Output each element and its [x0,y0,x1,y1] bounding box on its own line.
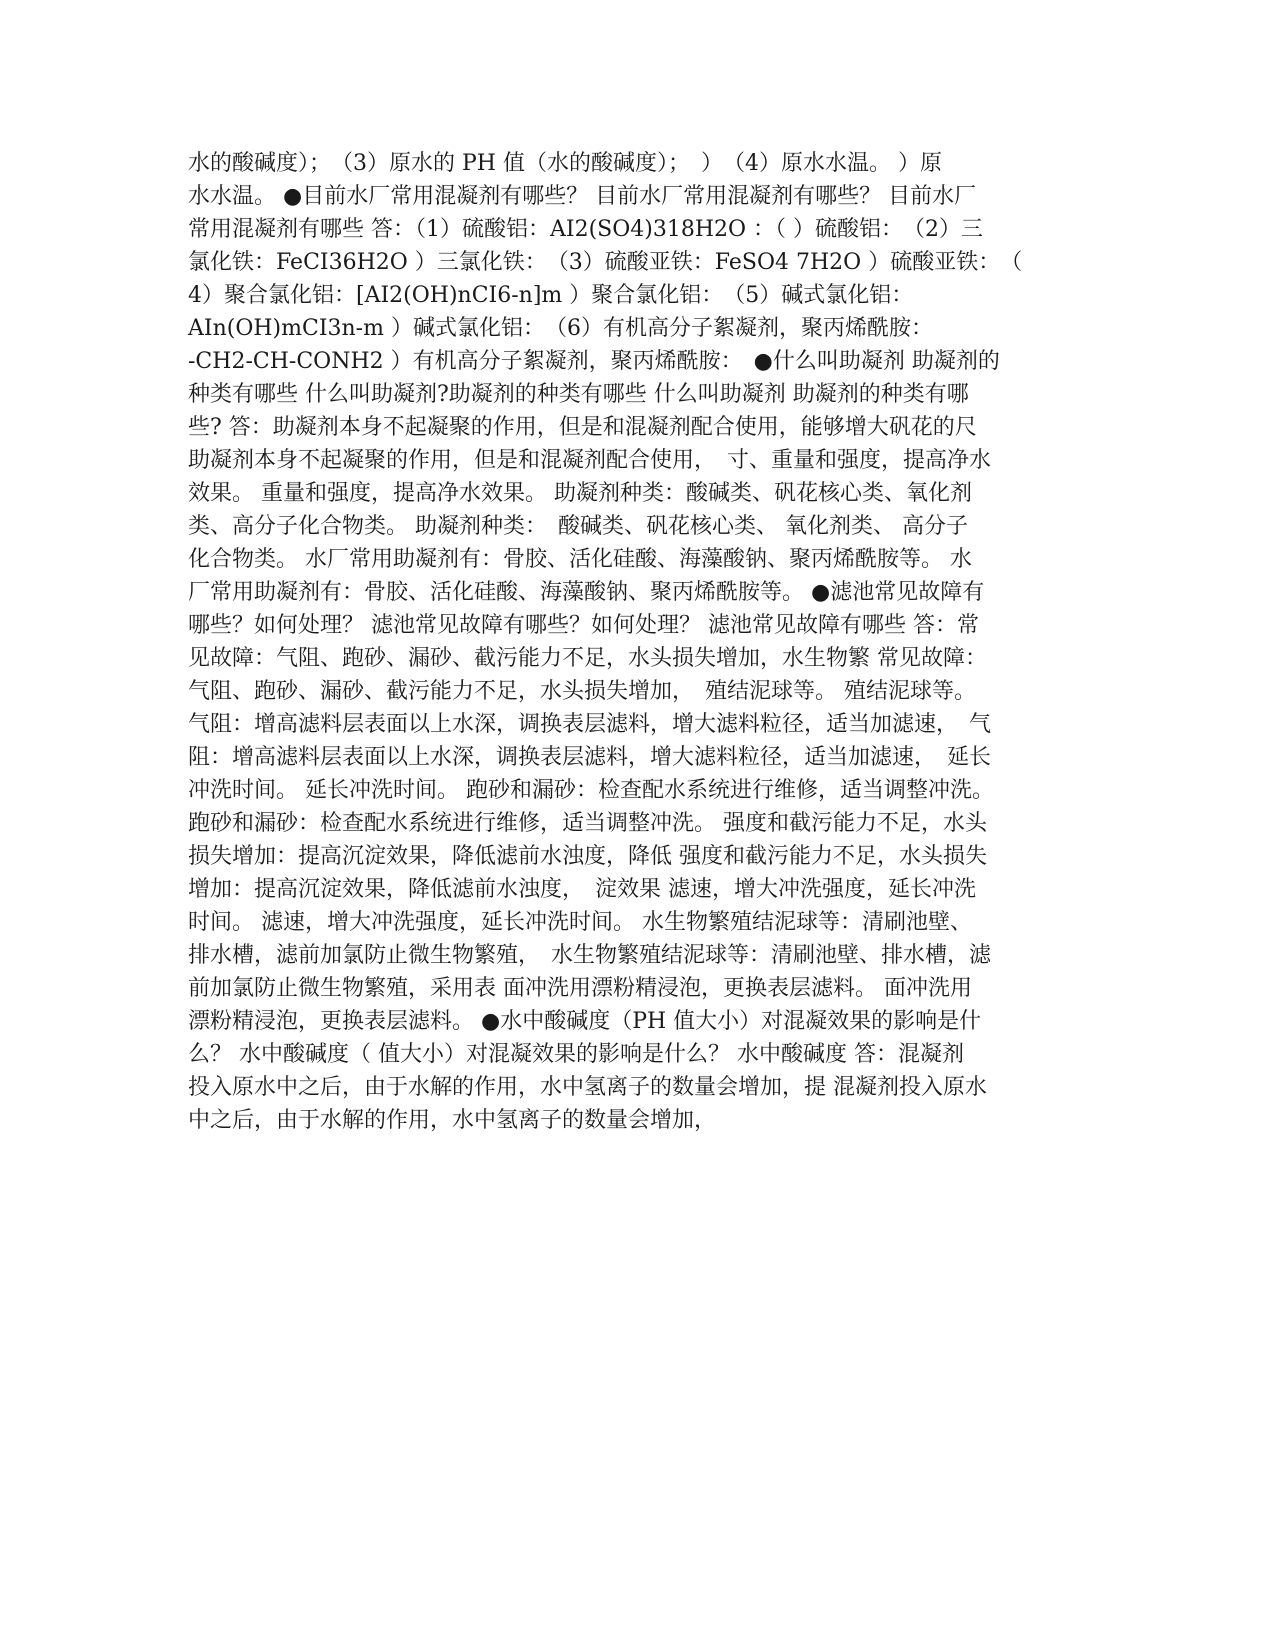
text-line: 气阻：增高滤料层表面以上水深，调换表层滤料，增大滤料粒径，适当加滤速， 气 [188,712,992,737]
text-line: 4）聚合氯化铝：[AI2(OH)nCI6-n]m ）聚合氯化铝： （5）碱式氯化铝： [188,283,914,308]
text-line: AIn(OH)mCI3n-m ）碱式氯化铝： （6）有机高分子絮凝剂，聚丙烯酰胺： [188,316,933,341]
text-line: 增加：提高沉淀效果，降低滤前水浊度， 淀效果 滤速，增大冲洗强度，延长冲洗 [188,877,976,902]
text-line: 种类有哪些 什么叫助凝剂?助凝剂的种类有哪些 什么叫助凝剂 助凝剂的种类有哪 [188,382,969,407]
text-line: 气阻、跑砂、漏砂、截污能力不足，水头损失增加， 殖结泥球等。 殖结泥球等。 [188,679,976,704]
text-line: 化合物类。 水厂常用助凝剂有：骨胶、活化硅酸、海藻酸钠、聚丙烯酰胺等。 水 [188,547,972,572]
text-line: 排水槽，滤前加氯防止微生物繁殖， 水生物繁殖结泥球等：清刷池壁、排水槽，滤 [188,943,992,968]
body-text [188,147,1108,1137]
text-line: 冲洗时间。 延长冲洗时间。 跑砂和漏砂：检查配水系统进行维修，适当调整冲洗。 [188,778,994,803]
text-line: 投入原水中之后，由于水解的作用，水中氢离子的数量会增加，提 混凝剂投入原水 [188,1075,987,1100]
text-line: 损失增加：提高沉淀效果，降低滤前水浊度，降低 强度和截污能力不足，水头损失 [188,844,987,869]
text-line: -CH2-CH-CONH2 ）有机高分子絮凝剂，聚丙烯酰胺： ●什么叫助凝剂 助凝剂的 [188,349,1000,374]
text-line: 助凝剂本身不起凝聚的作用，但是和混凝剂配合使用， 寸、重量和强度，提高净水 [188,448,992,473]
text-line: 漂粉精浸泡，更换表层滤料。 ●水中酸碱度（PH 值大小）对混凝效果的影响是什 [188,1009,982,1034]
text-line: 时间。 滤速，增大冲洗强度，延长冲洗时间。 水生物繁殖结泥球等：清刷池壁、 [188,910,972,935]
text-line: 效果。 重量和强度，提高净水效果。 助凝剂种类：酸碱类、矾花核心类、氧化剂 [188,481,972,506]
text-line: 氯化铁：FeCI36H2O ）三氯化铁： （3）硫酸亚铁：FeSO4 7H2O ）硫酸亚铁： （ [188,250,1023,275]
text-line: 水的酸碱度）； （3）原水的 PH 值（水的酸碱度）； ） （4）原水水温。 ）原 [188,151,942,176]
text-line: 前加氯防止微生物繁殖，采用表 面冲洗用漂粉精浸泡，更换表层滤料。 面冲洗用 [188,976,972,1001]
text-line: 水水温。 ●目前水厂常用混凝剂有哪些？ 目前水厂常用混凝剂有哪些？ 目前水厂 [188,184,977,209]
text-line: 哪些？如何处理？ 滤池常见故障有哪些？如何处理？ 滤池常见故障有哪些 答：常 [188,613,979,638]
text-line: 中之后，由于水解的作用，水中氢离子的数量会增加， [188,1108,717,1133]
text-line: 跑砂和漏砂：检查配水系统进行维修，适当调整冲洗。 强度和截污能力不足，水头 [188,811,987,836]
text-line: 类、高分子化合物类。 助凝剂种类： 酸碱类、矾花核心类、 氧化剂类、 高分子 [188,514,968,539]
text-line: 些? 答：助凝剂本身不起凝聚的作用，但是和混凝剂配合使用，能够增大矾花的尺 [188,415,977,440]
text-line: 厂常用助凝剂有：骨胶、活化硅酸、海藻酸钠、聚丙烯酰胺等。 ●滤池常见故障有 [188,580,985,605]
text-line: 见故障：气阻、跑砂、漏砂、截污能力不足，水头损失增加，水生物繁 常见故障： [188,646,987,671]
text-line: 阻：增高滤料层表面以上水深，调换表层滤料，增大滤料粒径，适当加滤速， 延长 [188,745,992,770]
text-line: 么？ 水中酸碱度（ 值大小）对混凝效果的影响是什么？ 水中酸碱度 答：混凝剂 [188,1042,964,1067]
text-line: 常用混凝剂有哪些 答：（1）硫酸铝：AI2(SO4)318H2O ：（ ）硫酸铝： （2）三 [188,217,984,242]
